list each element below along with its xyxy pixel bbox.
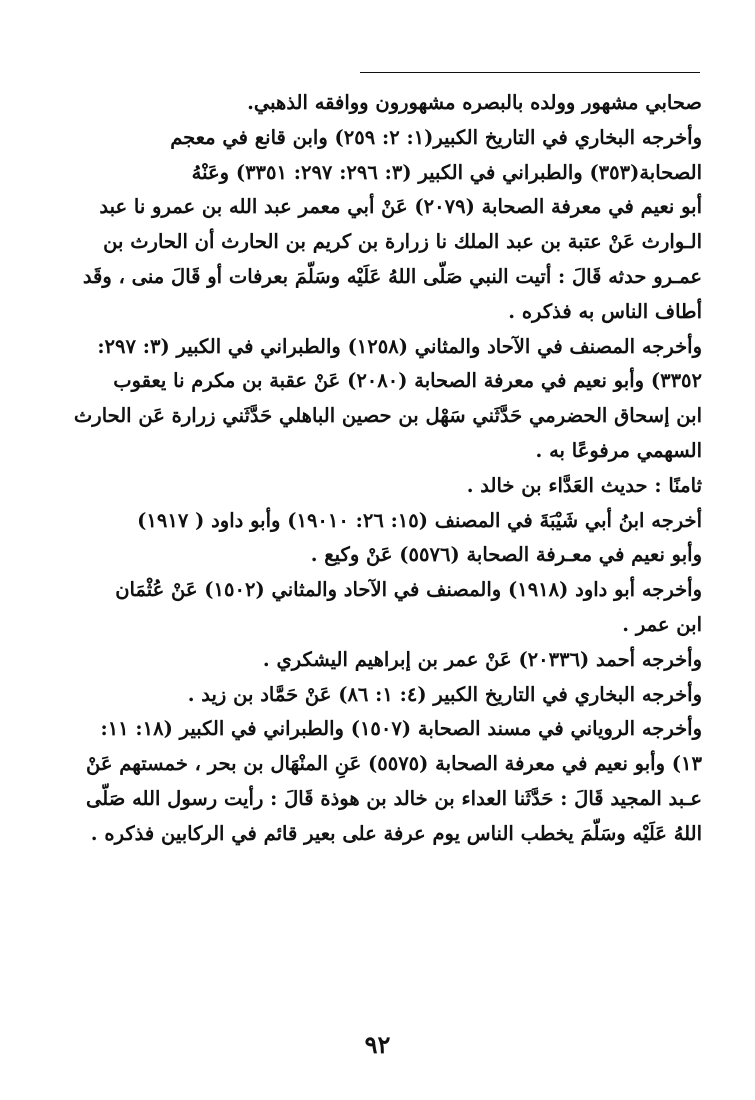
text-line: الصحابة(٣٥٣) والطبراني في الكبير (٣: ٢٩٦: ٢٩٧: ٣٣٥١) وعَنْهُ — [191, 160, 702, 184]
text-line: عمـرو حدثه قَالَ : أتيت النبي صَلّى اللهُ عَلَيْه وسَلّمَ بعرفات أو قَالَ منى ، وقَد — [82, 264, 702, 288]
text-line: وأخرجه المصنف في الآحاد والمثاني (١٢٥٨) والطبراني في الكبير (٣: ٢٩٧: — [97, 334, 702, 358]
text-line: وأخرجه البخاري في التاريخ الكبير(١: ٢: ٢٥٩) وابن قانع في معجم — [170, 125, 702, 149]
text-line: ٣٣٥٢) وأبو نعيم في معرفة الصحابة (٢٠٨٠) عَنْ عقبة بن مكرم نا يعقوب — [113, 369, 702, 393]
body-text — [60, 86, 702, 852]
page-number: ٩٢ — [364, 1030, 391, 1059]
text-line: السهمي مرفوعًا به . — [535, 438, 702, 462]
text-line: صحابي مشهور وولده بالبصره مشهورون ووافقه الذهبي. — [247, 91, 702, 114]
text-line: أخرجه ابنُ أبي شَيْبَةَ في المصنف (١٥: ٢٦: ١٩٠١٠) وأبو داود ( ١٩١٧) — [137, 508, 702, 532]
text-line: وأبو نعيم في معـرفة الصحابة (٥٥٧٦) عَنْ وكيع . — [310, 543, 702, 567]
text-line: عـبد المجيد قَالَ : حَدَّثَنا العداء بن خالد بن هوذة قَالَ : رأيت رسول الله صَلّى — [86, 786, 702, 810]
text-line: اللهُ عَلَيْه وسَلّمَ يخطب الناس يوم عرفة على بعير قائم في الركابين فذكره . — [90, 821, 702, 845]
text-line: وأخرجه البخاري في التاريخ الكبير (٤: ١: ٨٦) عَنْ حَمَّاد بن زيد . — [187, 682, 702, 706]
top-divider — [360, 72, 700, 73]
text-line: ١٣) وأبو نعيم في معرفة الصحابة (٥٥٧٥) عَنِ المنْهَال بن بحر ، خمستهم عَنْ — [86, 752, 702, 776]
text-line: أبو نعيم في معرفة الصحابة (٢٠٧٩) عَنْ أبي معمر عبد الله بن عمرو نا عبد — [99, 195, 702, 219]
text-line: وأخرجه أبو داود (١٩١٨) والمصنف في الآحاد والمثاني (١٥٠٢) عَنْ عُثْمَان — [115, 578, 702, 602]
text-line: ابن إسحاق الحضرمي حَدَّثَني سَهْل بن حصين الباهلي حَدَّثَني زرارة عَن الحارث — [73, 404, 702, 428]
section-heading: ثامنًا : حديث العَدَّاء بن خالد . — [466, 473, 702, 497]
text-line: أطاف الناس به فذكره . — [508, 299, 702, 323]
text-line: وأخرجه الروياني في مسند الصحابة (١٥٠٧) والطبراني في الكبير (١٨: ١١: — [100, 717, 702, 741]
text-line: وأخرجه أحمد (٢٠٣٣٦) عَنْ عمر بن إبراهيم اليشكري . — [262, 647, 702, 671]
text-line: الـوارث عَنْ عتبة بن عبد الملك نا زرارة بن كريم بن الحارث أن الحارث بن — [103, 230, 702, 254]
text-line: ابن عمر . — [622, 612, 702, 636]
